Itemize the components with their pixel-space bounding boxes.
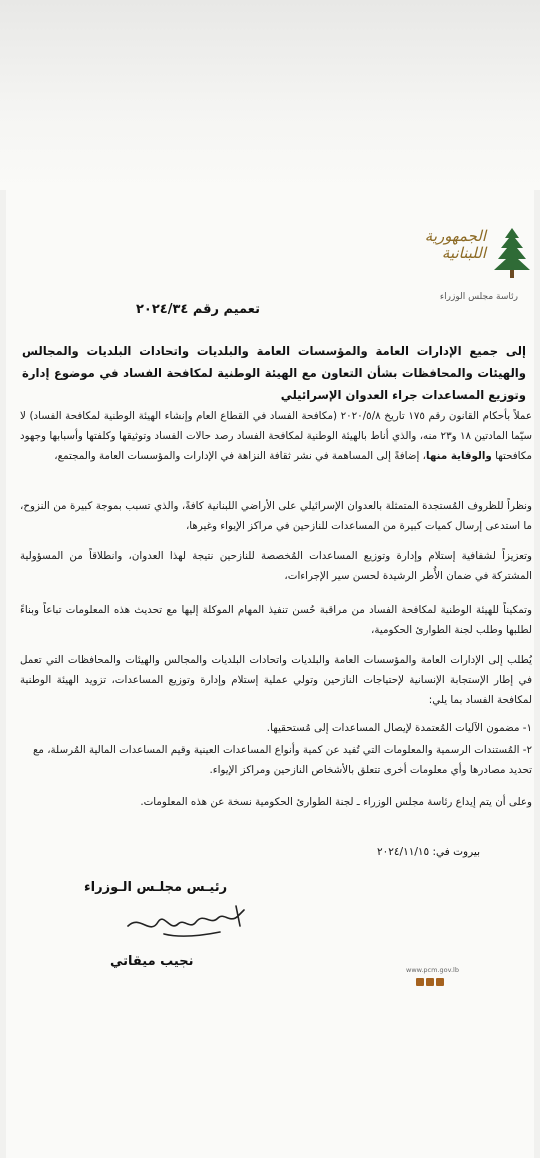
blank-top-area: [0, 0, 540, 190]
facebook-icon: [416, 978, 424, 986]
social-icons: [416, 978, 444, 986]
paragraph-enablement: وتمكيناً للهيئة الوطنية لمكافحة الفساد من مراقبة حُسن تنفيذ المهام الموكلة إليها مع تحديث هذه المعلومات تباعاً وبناءً لطلبها وطلب لجنة الطوارئ الحكومية،: [20, 604, 532, 636]
paragraph-legal-basis: [20, 406, 532, 466]
signature: [120, 896, 260, 950]
circular-heading: إلى جميع الإدارات العامة والمؤسسات العامة والبلديات واتحادات البلديات والمجالس والهيئات والمحافظات بشأن التعاون مع الهيئة الوطنية لمكافحة الفساد في موضوع إدارة وتوزيع المساعدات جراء العدوان الإسرائيلي: [22, 344, 526, 402]
instagram-icon: [436, 978, 444, 986]
republic-name: الجمهورية اللبنانية: [424, 227, 486, 262]
circular-title: تعميم رقم ٢٠٢٤/٣٤: [135, 302, 260, 317]
paragraph-circumstances: ونظراً للظروف المُستجدة المتمثلة بالعدوان الإسرائيلي على الأراضي اللبنانية كافةً، والذي تسبب بموجة كبيرة من النزوح، ما استدعى إرسال كميات كبيرة من المساعدات للنازحين في مراكز الإيواء وغيرها،: [20, 500, 532, 532]
presidency-label: رئاسة مجلس الوزراء: [439, 292, 518, 302]
paragraph-text: ، إضافةً إلى المساهمة في نشر ثقافة النزاهة في الإدارات والمؤسسات العامة والمجتمع،: [54, 450, 426, 462]
date-line: بيروت في: ٢٠٢٤/١١/١٥: [376, 846, 480, 858]
paragraph-emphasis: والوقاية منها: [426, 450, 492, 462]
closing-paragraph: وعلى أن يتم إيداع رئاسة مجلس الوزراء ـ لجنة الطوارئ الحكومية نسخة عن هذه المعلومات.: [140, 796, 532, 808]
cedar-icon: [492, 226, 532, 280]
footer-website: www.pcm.gov.lb: [406, 966, 459, 974]
paragraph-transparency: وتعزيزاً لشفافية إستلام وإدارة وتوزيع المساعدات المُخصصة للنازحين نتيجة لهذا العدوان، وانطلاقاً من المسؤولية المشتركة في ضمان الأُطر الرشيدة لحسن سير الإجراءات،: [20, 550, 532, 582]
signer-title: رئيـس مجلـس الـوزراء: [84, 880, 228, 895]
twitter-icon: [426, 978, 434, 986]
list-item-mechanisms: ١- مضمون الآليات المُعتمدة لإيصال المساعدات إلى مُستحقيها.: [266, 722, 532, 734]
signer-name: نجيب ميقاتي: [110, 954, 194, 969]
paragraph-text: عملاً بأحكام القانون رقم ١٧٥ تاريخ ٢٠٢٠/٥/٨ (مكافحة الفساد في القطاع العام وإنشاء الهيئة الوطنية لمكافحة الفساد) لا سيّما المادتين ١٨ و٢٣ منه، والذي أناط بالهيئة الوطنية لمكافحة الفساد رصد حالات الفساد وتوثيقها وكلفتها وأسبابها وجهود مكافحتها: [20, 410, 532, 462]
list-item-documents: ٢- المُستندات الرسمية والمعلومات التي تُفيد عن كمية وأنواع المساعدات العينية وقيم المساعدات المالية المُرسلة، مع تحديد مصادرها وأي معلومات أخرى تتعلق بالأشخاص النازحين ومراكز الإيواء.: [32, 744, 532, 776]
paragraph-request: يُطلب إلى الإدارات العامة والمؤسسات العامة والبلديات واتحادات البلديات والمجالس والهيئات والمحافظات التي تعمل في إطار الإستجابة الإنسانية لإحتياجات النازحين وتولي عملية إستلام وإدارة وتوزيع المساعدات، تزويد الهيئة الوطنية لمكافحة الفساد بما يلي:: [20, 654, 532, 706]
letterhead: [388, 226, 532, 306]
